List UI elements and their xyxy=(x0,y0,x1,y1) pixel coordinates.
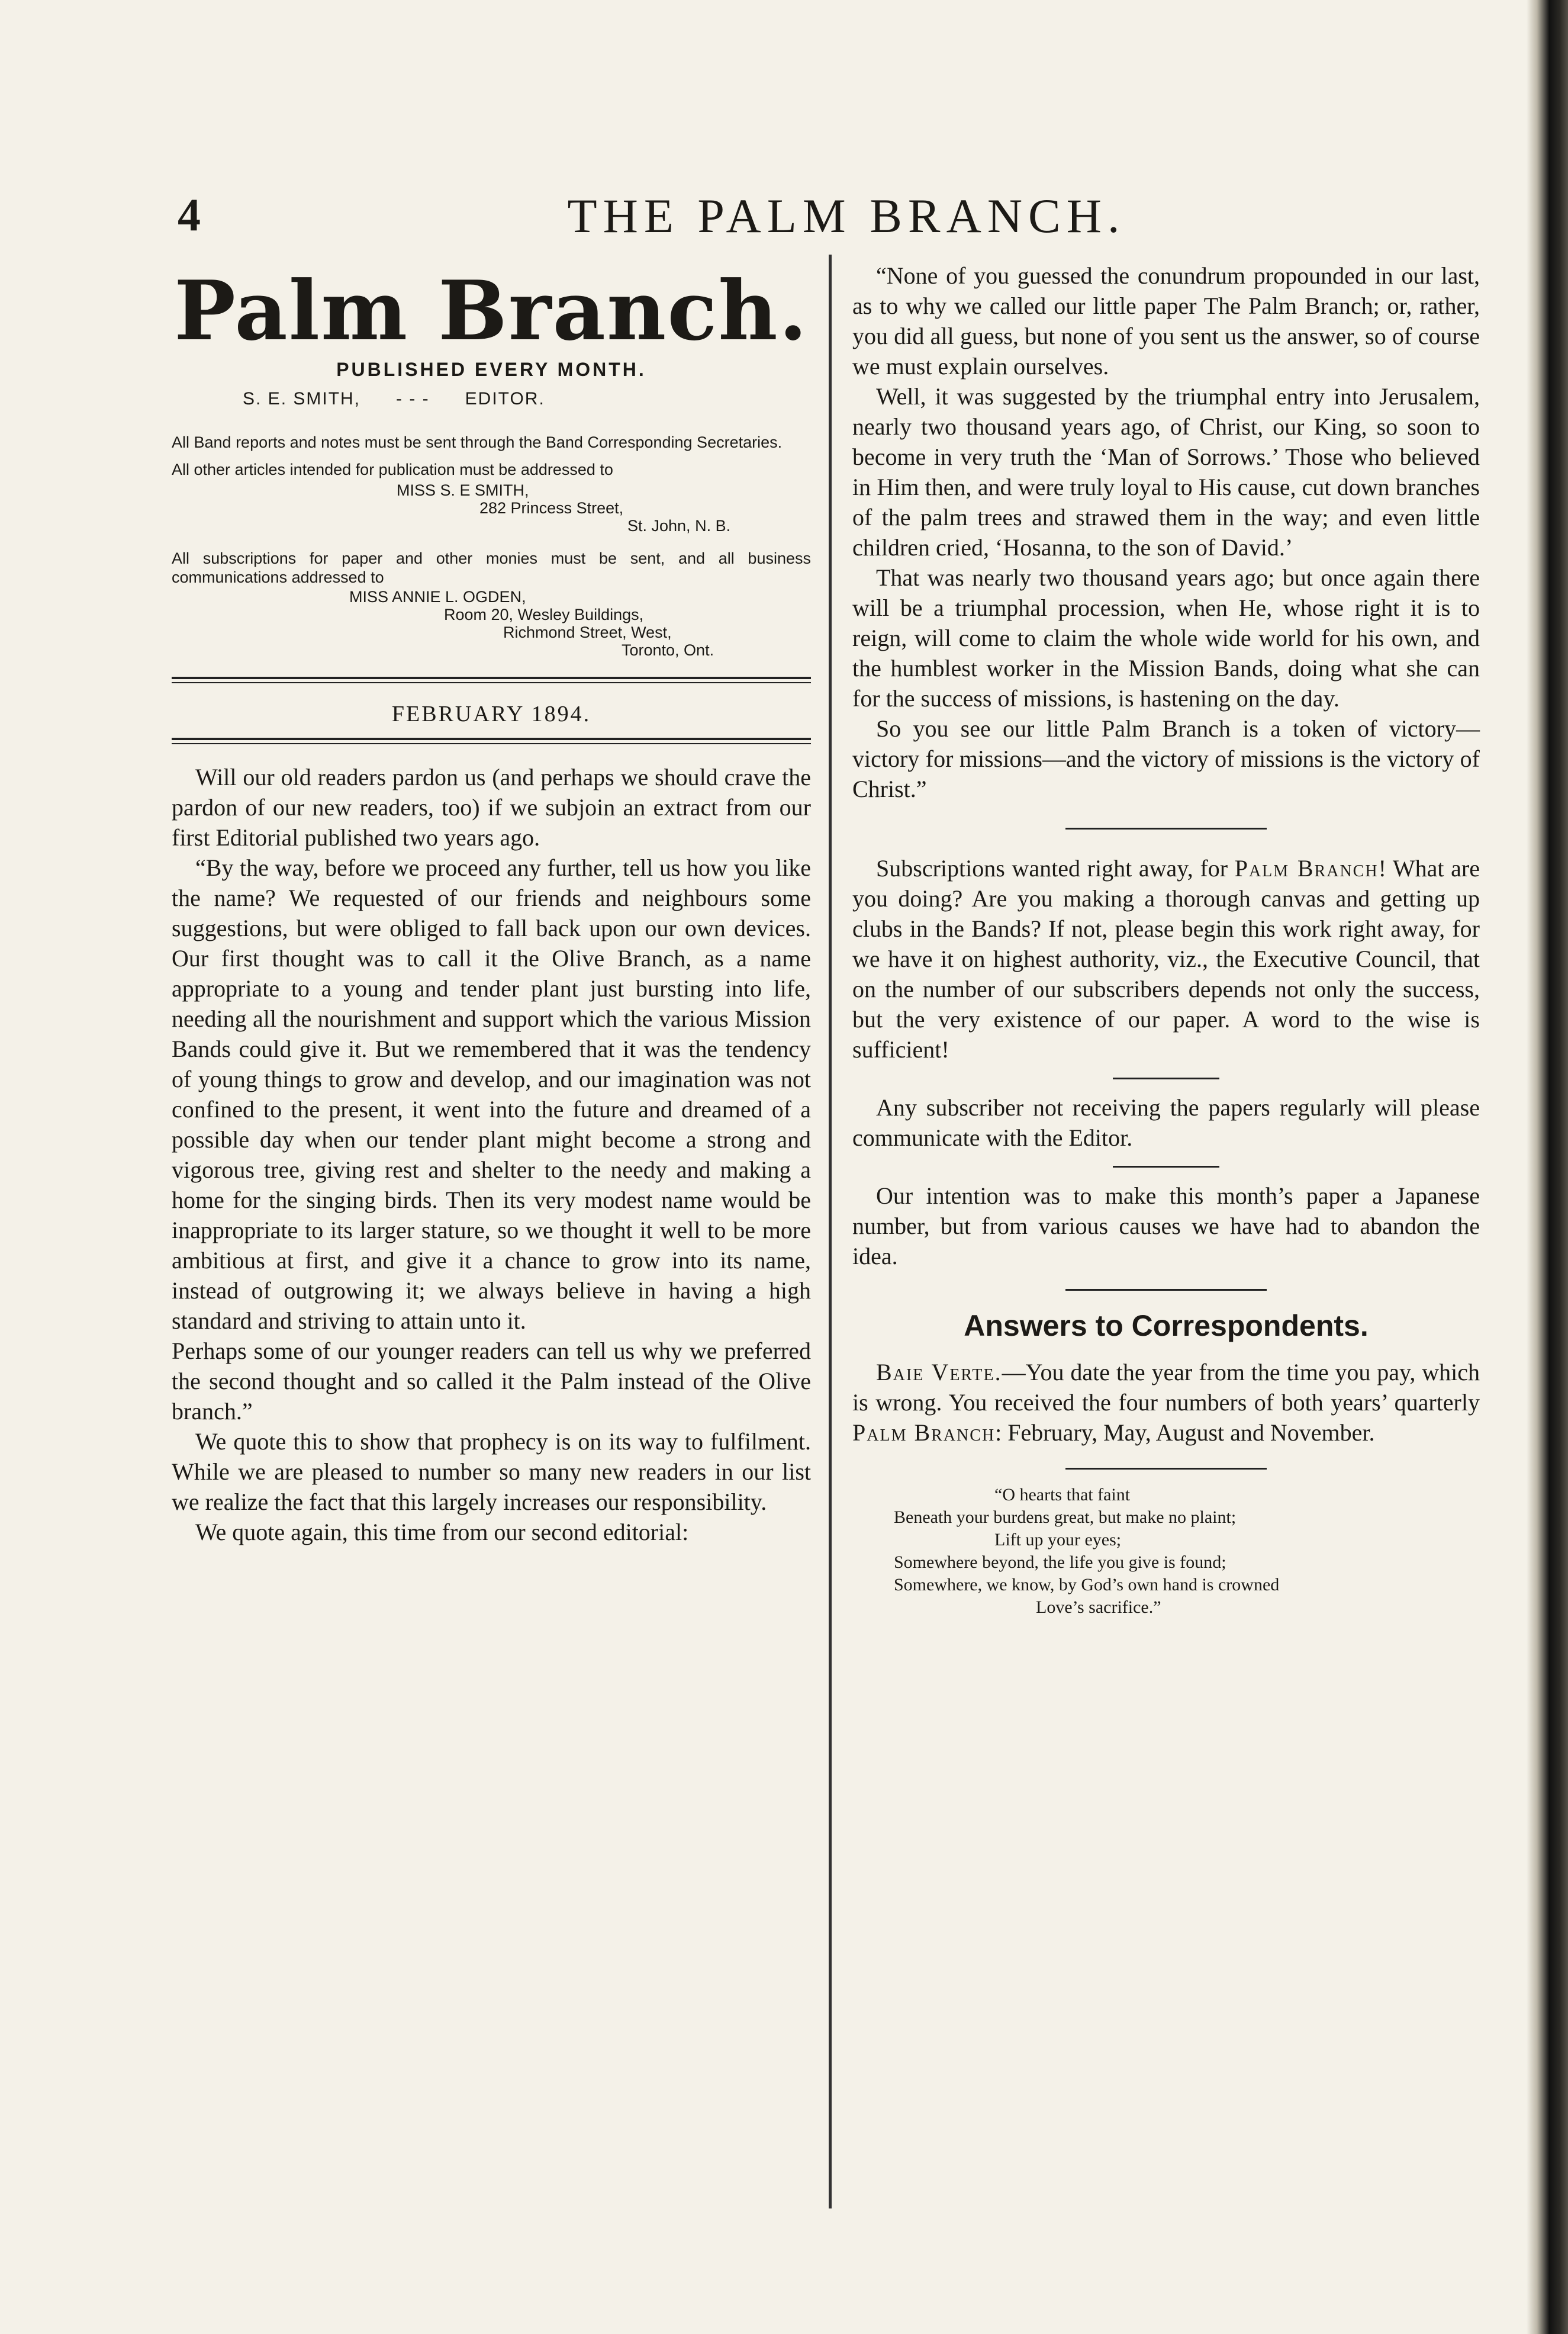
poem-line: Lift up your eyes; xyxy=(994,1530,1122,1549)
poem-line: Love’s sacrifice.” xyxy=(1036,1597,1161,1617)
editorial-paragraph: Well, it was suggested by the triumphal entry into Jerusalem, nearly two thousand years ago, of Christ, our King, so soon to become in very truth the ‘Man of Sorrows.’ Those who believed in Him then, and were truly loyal to His cause, cut down branches of the palm trees and strawed them in the way; and even little children cried, ‘Hosanna, to the son of David.’ xyxy=(852,383,1480,561)
editorial-paragraph: That was nearly two thousand years ago; but once again there will be a triumphal procession, when He, whose right it is to reign, will come to claim the whole wide world for his own, and the humblest worker in the Mission Bands, doing what she can for the success of missions, is hastening on the day. xyxy=(852,564,1480,712)
editor-address xyxy=(172,481,811,535)
text-run: : February, May, August and November. xyxy=(995,1419,1375,1446)
text-run: ! What are you doing? Are you making a thorough canvas and getting up clubs in the Bands? If not, please begin this work right away, for we have it on highest authority, viz., the Executive Council, that on the number of our subscribers depends not only the success, but the very existence of our paper. A word to the wise is sufficient! xyxy=(852,855,1480,1063)
address-line: MISS S. E SMITH, xyxy=(397,481,529,499)
band-reports-notice: All Band reports and notes must be sent through the Band Corresponding Secretaries. xyxy=(172,433,783,451)
poem-line: Somewhere, we know, by God’s own hand is crowned xyxy=(894,1575,1280,1594)
subscriptions-notice: All subscriptions for paper and other monies must be sent, and all business communications addressed to xyxy=(172,549,811,586)
palm-branch-smallcaps: Palm Branch xyxy=(1234,855,1379,882)
publication-frequency: PUBLISHED EVERY MONTH. xyxy=(336,359,646,380)
editorial-paragraph: “None of you guessed the conundrum propounded in our last, as to why we called our little paper The Palm Branch; or, rather, you did all guess, but none of you sent us the answer, so of course we must explain ourselves. xyxy=(852,262,1480,380)
text-run: —You date the year from the time you pay, which is wrong. You received the four numbers of both years’ quarterly xyxy=(852,1359,1480,1416)
masthead-title: Palm Branch. xyxy=(174,262,809,359)
address-line: Room 20, Wesley Buildings, xyxy=(444,606,644,623)
short-rule xyxy=(1113,1166,1219,1168)
subscriptions-paragraph xyxy=(852,853,1480,1065)
section-rule xyxy=(1065,1289,1267,1291)
poem xyxy=(894,1484,1480,1619)
poem-line: Beneath your burdens great, but make no plaint; xyxy=(894,1507,1237,1527)
editorial-paragraph: “By the way, before we proceed any further, tell us how you like the name? We requested of our friends and neighbours some suggestions, but were obliged to fall back upon our own devices. Our first thought was to call it the Olive Branch, as a name appropriate to a young and tender plant just bursting into life, needing all the nourishment and support which the various Mission Bands could give it. But we remembered that it was the tendency of young things to grow and develop, and our imagination was not confined to the present, it went into the future and dreamed of a possible day when our tender plant might become a strong and vigorous tree, giving rest and shelter to the needy and making a home for the singing birds. Then its very modest name would be inappropriate to its larger stature, so we thought it well to be more ambitious at first, and give it a chance to grow into its name, instead of outgrowing it; we always believe in having a high standard and striving to attain unto it. xyxy=(172,854,811,1334)
editor-label: EDITOR. xyxy=(465,389,545,409)
editor-name: S. E. SMITH, xyxy=(243,389,361,409)
right-column xyxy=(852,261,1480,1619)
address-line: 282 Princess Street, xyxy=(479,499,624,517)
answer-place: Baie Verte. xyxy=(876,1359,1002,1385)
editorial-paragraph: We quote this to show that prophecy is on its way to fulfilment. While we are pleased to number so many new readers in our list we realize the fact that this largely increases our responsibility. xyxy=(172,1428,811,1515)
answer-paragraph xyxy=(852,1357,1480,1448)
editor-dashes: - - - xyxy=(396,389,430,409)
short-rule xyxy=(1113,1078,1219,1079)
address-line: Toronto, Ont. xyxy=(622,641,714,659)
editorial-paragraph: Perhaps some of our younger readers can tell us why we preferred the second thought and so called it the Palm instead of the Olive branch.” xyxy=(172,1338,811,1425)
text-run: Subscriptions wanted right away, for xyxy=(876,855,1235,882)
editorial-paragraph: Any subscriber not receiving the papers regularly will please communicate with the Editor. xyxy=(852,1094,1480,1151)
palm-branch-smallcaps: Palm Branch xyxy=(852,1419,996,1446)
poem-line: “O hearts that faint xyxy=(994,1485,1131,1504)
masthead-rule xyxy=(172,677,811,683)
address-line: St. John, N. B. xyxy=(627,517,731,535)
editorial-paragraph: Our intention was to make this month’s paper a Japanese number, but from various causes we have had to abandon the idea. xyxy=(852,1182,1480,1269)
address-line: Richmond Street, West, xyxy=(503,623,672,641)
editorial-paragraph: We quote again, this time from our second editorial: xyxy=(195,1519,689,1545)
page-number: 4 xyxy=(178,189,201,240)
poem-line: Somewhere beyond, the life you give is found; xyxy=(894,1552,1226,1572)
business-address xyxy=(172,588,811,659)
scan-edge xyxy=(1527,0,1568,2334)
address-line: MISS ANNIE L. OGDEN, xyxy=(349,588,526,606)
left-column xyxy=(172,261,811,1547)
section-rule xyxy=(1065,828,1267,830)
column-divider xyxy=(829,255,832,2208)
date-rule xyxy=(172,738,811,744)
articles-notice: All other articles intended for publication must be addressed to xyxy=(172,461,613,478)
editorial-paragraph: So you see our little Palm Branch is a token of victory—victory for missions—and the victory of missions is the victory of Christ.” xyxy=(852,715,1480,802)
editorial-paragraph: Will our old readers pardon us (and perhaps we should crave the pardon of our new readers, too) if we subjoin an extract from our first Editorial published two years ago. xyxy=(172,764,811,851)
section-rule xyxy=(1065,1468,1267,1470)
running-title: THE PALM BRANCH. xyxy=(567,189,1126,243)
editor-line xyxy=(243,389,811,409)
answers-heading: Answers to Correspondents. xyxy=(964,1309,1369,1342)
issue-date: FEBRUARY 1894. xyxy=(391,702,591,726)
